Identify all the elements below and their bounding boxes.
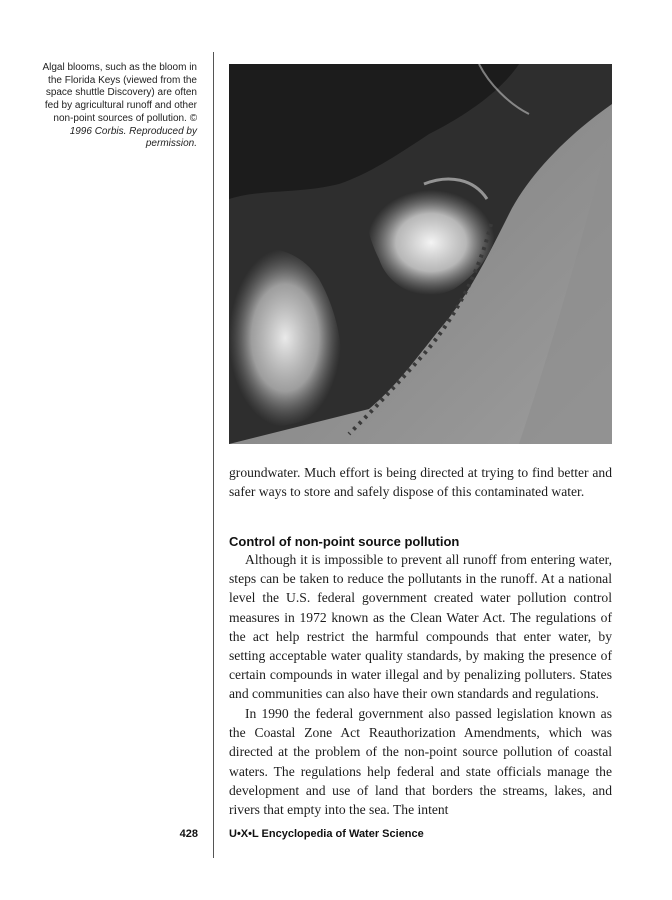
page-number: 428 [179, 828, 198, 840]
paragraph-coastal-zone-act: In 1990 the federal government also passed legislation known as the Coastal Zone Act Reauthorization Amendments, which was directed at the problem of the non-point source pollution of coastal waters. The regulations help federal and state officials manage the development and use of land that borders the streams, lakes, and rivers that empty into the sea. The intent [229, 706, 612, 818]
figure-caption [34, 62, 197, 151]
caption-credit: © 1996 Corbis. Reproduced by permission. [69, 112, 197, 150]
margin-divider [213, 52, 214, 858]
book-title: U•X•L Encyclopedia of Water Science [229, 828, 424, 840]
paragraph-intro: groundwater. Much effort is being directed at trying to find better and safer ways to store and safely dispose of this contaminated water. [229, 465, 612, 500]
section-heading: Control of non-point source pollution [229, 534, 460, 549]
satellite-photo [229, 64, 612, 444]
paragraph-clean-water-act: Although it is impossible to prevent all runoff from entering water, steps can be taken to reduce the pollutants in the runoff. At a national level the U.S. federal government created water pollution control measures in 1972 known as the Clean Water Act. The regulations of the act help restrict the harmful compounds that enter water, by setting acceptable water quality standards, by making the presence of certain compounds in water illegal and by penalizing polluters. States and communities can also have their own standards and regulations. [229, 552, 612, 702]
caption-text: Algal blooms, such as the bloom in the Florida Keys (viewed from the space shuttle Discovery) are often fed by agricultural runoff and other non-point sources of pollution. [42, 62, 197, 124]
satellite-photo-icon [229, 64, 612, 444]
